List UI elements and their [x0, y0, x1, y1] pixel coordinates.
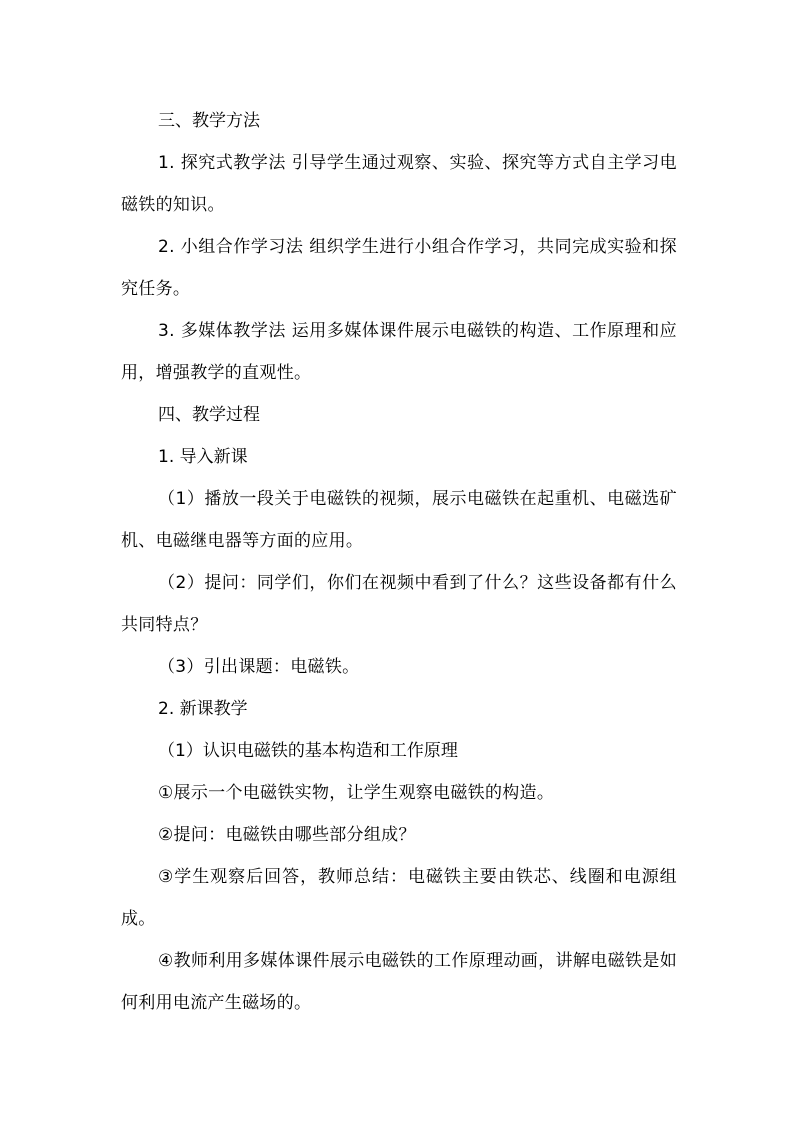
- section-heading-teaching-methods: 三、教学方法: [158, 111, 260, 131]
- subsection-heading-new-lesson: 2. 新课教学: [158, 699, 248, 719]
- introduction-step-3: （3）引出课题：电磁铁。: [158, 657, 360, 677]
- new-lesson-step-1: ①展示一个电磁铁实物，让学生观察电磁铁的构造。: [158, 783, 555, 803]
- new-lesson-step-4: ④教师利用多媒体课件展示电磁铁的工作原理动画，讲解电磁铁是如何利用电流产生磁场的。: [121, 951, 677, 1013]
- new-lesson-subtitle: （1）认识电磁铁的基本构造和工作原理: [158, 741, 458, 761]
- subsection-heading-introduction: 1. 导入新课: [158, 447, 248, 467]
- method-item-multimedia: 3. 多媒体教学法 运用多媒体课件展示电磁铁的构造、工作原理和应用，增强教学的直观性。: [121, 321, 677, 383]
- new-lesson-step-2: ②提问：电磁铁由哪些部分组成？: [158, 825, 416, 845]
- section-heading-teaching-process: 四、教学过程: [158, 405, 260, 425]
- method-item-group-cooperation: 2. 小组合作学习法 组织学生进行小组合作学习，共同完成实验和探究任务。: [121, 237, 677, 299]
- document-body: [121, 100, 677, 1024]
- introduction-step-2: （2）提问：同学们，你们在视频中看到了什么？这些设备都有什么共同特点？: [121, 573, 677, 635]
- introduction-step-1: （1）播放一段关于电磁铁的视频，展示电磁铁在起重机、电磁选矿机、电磁继电器等方面的应用。: [121, 489, 677, 551]
- method-item-inquiry: 1. 探究式教学法 引导学生通过观察、实验、探究等方式自主学习电磁铁的知识。: [121, 153, 677, 215]
- new-lesson-step-3: ③学生观察后回答，教师总结：电磁铁主要由铁芯、线圈和电源组成。: [121, 867, 677, 929]
